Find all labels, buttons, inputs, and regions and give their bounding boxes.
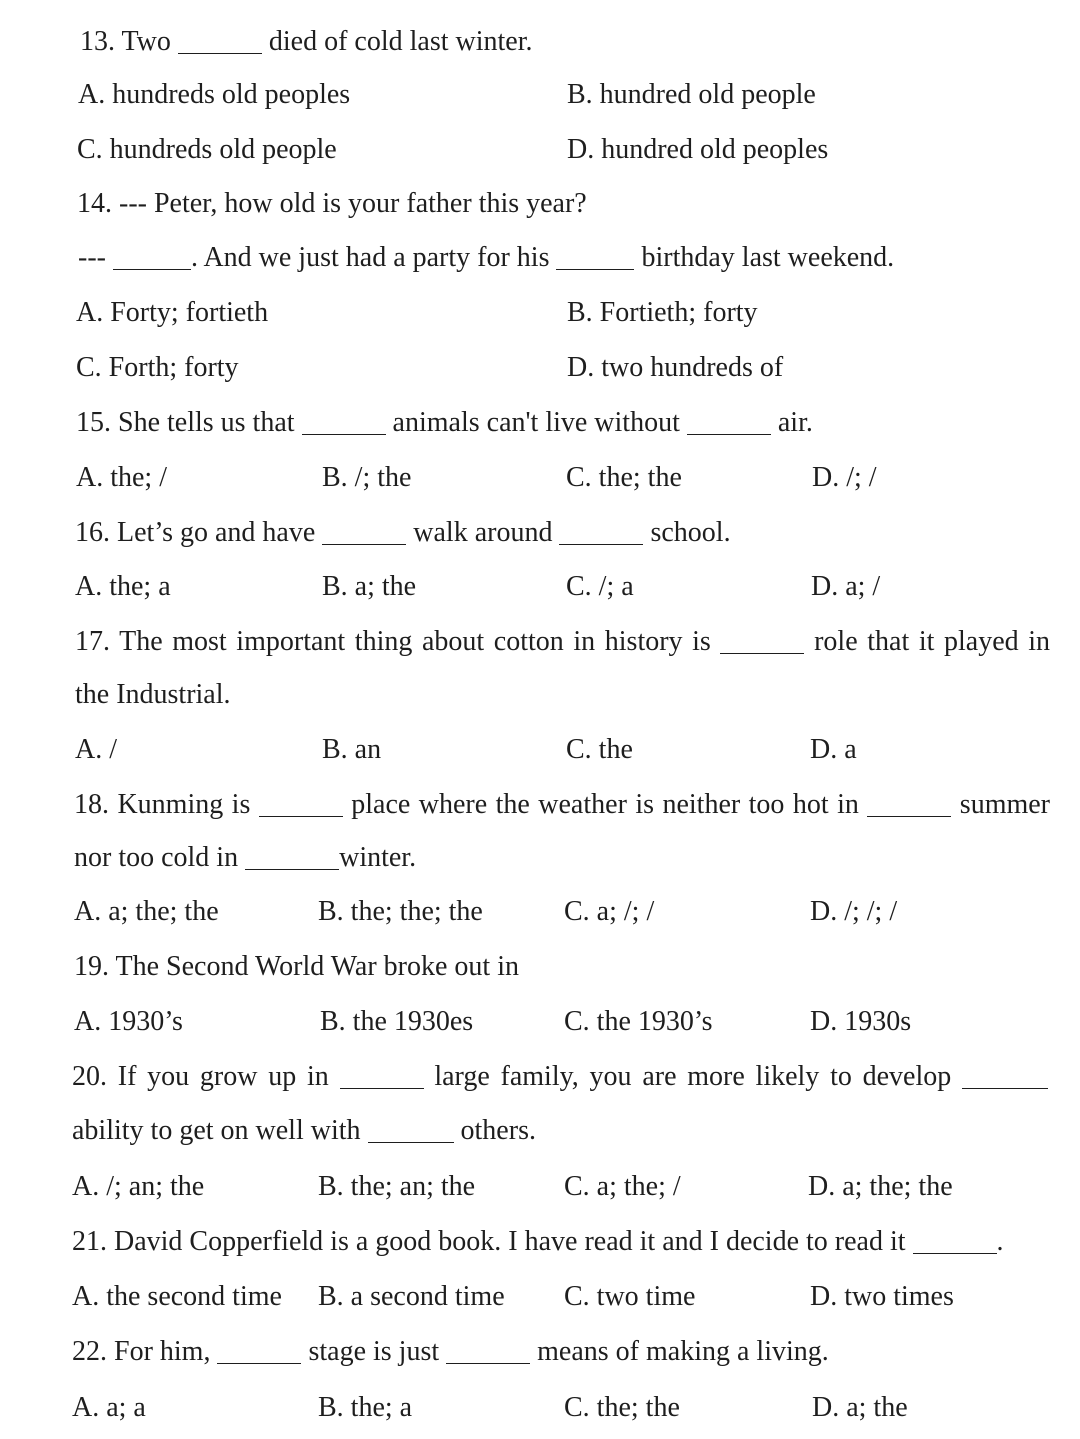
question-20-stem-text: ability to get on well with (72, 1115, 361, 1146)
question-18-stem-line-2 (74, 840, 416, 876)
question-20-options-row (0, 1169, 1080, 1205)
question-22-option-c: C. the; the (564, 1392, 680, 1423)
question-20-option-a: A. /; an; the (72, 1171, 205, 1202)
question-14-option-b: B. Fortieth; forty (567, 297, 758, 328)
question-13-option-d: D. hundred old peoples (567, 134, 829, 165)
question-16-option-a: A. the; a (75, 571, 171, 602)
answer-blank (867, 792, 951, 817)
answer-blank (962, 1064, 1048, 1089)
question-19-stem-line-1 (74, 949, 519, 985)
answer-blank (113, 245, 191, 270)
question-13-stem-line-1 (80, 24, 532, 60)
question-20-option-c: C. a; the; / (564, 1171, 681, 1202)
question-19-options-row (0, 1004, 1080, 1040)
question-14-stem-text: --- (78, 242, 106, 273)
question-22-option-d: D. a; the (812, 1392, 908, 1423)
question-21-stem-text: 21. David Copperfield is a good book. I have read it and I decide to read it (72, 1226, 906, 1257)
question-21-options-row (0, 1279, 1080, 1315)
question-20-option-b: B. the; an; the (318, 1171, 476, 1202)
question-13-options-row-1 (0, 77, 1080, 113)
question-15-option-c: C. the; the (566, 462, 682, 493)
question-22-stem-line-1 (72, 1334, 829, 1370)
question-13-stem-text: 13. Two (80, 26, 171, 57)
answer-blank (687, 410, 771, 435)
question-18-option-d: D. /; /; / (810, 896, 898, 927)
answer-blank (259, 792, 343, 817)
question-18-option-c: C. a; /; / (564, 896, 655, 927)
question-15-option-a: A. the; / (76, 462, 167, 493)
question-18-stem-text: nor too cold in (74, 842, 239, 873)
question-16-options-row (0, 569, 1080, 605)
question-16-stem-text: school. (650, 517, 731, 548)
question-18-stem-text: 18. Kunming is (74, 789, 251, 820)
question-19-option-b: B. the 1930es (320, 1006, 474, 1037)
question-17-option-c: C. the (566, 734, 633, 765)
question-17-option-d: D. a (810, 734, 857, 765)
question-21-option-b: B. a second time (318, 1281, 505, 1312)
question-13-stem-text: died of cold last winter. (268, 26, 533, 57)
question-16-option-d: D. a; / (811, 571, 881, 602)
question-16-option-c: C. /; a (566, 571, 634, 602)
question-13-option-b: B. hundred old people (567, 79, 816, 110)
question-22-stem-text: means of making a living. (537, 1336, 829, 1367)
answer-blank (368, 1118, 454, 1143)
question-17-stem-text: 17. The most important thing about cotton in history is (75, 626, 711, 657)
answer-blank (245, 845, 339, 870)
question-14-option-d: D. two hundreds of (567, 352, 784, 383)
question-15-options-row (0, 460, 1080, 496)
question-21-stem-text: . (996, 1226, 1004, 1257)
answer-blank (178, 29, 262, 54)
question-20-stem-line-2 (72, 1113, 536, 1149)
question-21-option-c: C. two time (564, 1281, 696, 1312)
question-18-option-b: B. the; the; the (318, 896, 483, 927)
answer-blank (340, 1064, 424, 1089)
question-21-stem-line-1 (72, 1224, 1004, 1260)
question-15-stem-text: 15. She tells us that (76, 407, 295, 438)
question-22-stem-text: 22. For him, (72, 1336, 211, 1367)
answer-blank (556, 245, 634, 270)
question-14-option-a: A. Forty; fortieth (76, 297, 269, 328)
question-22-options-row (0, 1390, 1080, 1426)
question-21-option-d: D. two times (810, 1281, 954, 1312)
question-18-stem-text: winter. (339, 842, 417, 873)
question-19-stem-text: 19. The Second World War broke out in (74, 951, 519, 982)
question-16-stem-text: 16. Let’s go and have (75, 517, 316, 548)
question-14-stem-text: 14. --- Peter, how old is your father this year? (77, 188, 587, 219)
question-14-stem-line-1 (77, 186, 587, 222)
question-18-stem-text: summer (959, 789, 1051, 820)
question-17-stem-line-2 (75, 677, 231, 713)
question-17-stem-line-1 (75, 624, 1050, 660)
question-18-option-a: A. a; the; the (74, 896, 219, 927)
question-18-stem-text: place where the weather is neither too hot in (351, 789, 859, 820)
question-22-option-b: B. the; a (318, 1392, 413, 1423)
question-18-stem-line-1 (74, 787, 1050, 823)
question-20-stem-line-1 (72, 1059, 1048, 1095)
question-19-option-a: A. 1930’s (74, 1006, 183, 1037)
question-14-stem-line-2 (78, 240, 894, 276)
answer-blank (446, 1339, 530, 1364)
question-19-option-d: D. 1930s (810, 1006, 912, 1037)
answer-blank (913, 1229, 997, 1254)
answer-blank (217, 1339, 301, 1364)
question-22-stem-text: stage is just (308, 1336, 440, 1367)
question-16-stem-text: walk around (413, 517, 553, 548)
question-17-option-b: B. an (322, 734, 382, 765)
question-20-stem-text: others. (460, 1115, 536, 1146)
question-16-stem-line-1 (75, 515, 731, 551)
answer-blank (720, 629, 804, 654)
answer-blank (302, 410, 386, 435)
question-17-options-row (0, 732, 1080, 768)
question-17-stem-text: role that it played in (814, 626, 1051, 657)
question-15-option-b: B. /; the (322, 462, 412, 493)
question-16-option-b: B. a; the (322, 571, 417, 602)
answer-blank (322, 520, 406, 545)
question-15-stem-text: air. (777, 407, 813, 438)
question-14-stem-text: . And we just had a party for his (190, 242, 550, 273)
question-13-option-c: C. hundreds old people (77, 134, 337, 165)
question-15-stem-line-1 (76, 405, 813, 441)
question-19-option-c: C. the 1930’s (564, 1006, 713, 1037)
answer-blank (559, 520, 643, 545)
question-15-stem-text: animals can't live without (392, 407, 680, 438)
question-13-option-a: A. hundreds old peoples (78, 79, 351, 110)
question-14-option-c: C. Forth; forty (76, 352, 239, 383)
question-17-stem-text: the Industrial. (75, 679, 231, 710)
question-18-options-row (0, 894, 1080, 930)
question-15-option-d: D. /; / (812, 462, 877, 493)
question-20-option-d: D. a; the; the (808, 1171, 953, 1202)
question-21-option-a: A. the second time (72, 1281, 282, 1312)
question-14-options-row-1 (0, 295, 1080, 331)
question-20-stem-text: large family, you are more likely to develop (434, 1061, 952, 1092)
question-14-stem-text: birthday last weekend. (641, 242, 895, 273)
question-20-stem-text: 20. If you grow up in (72, 1061, 329, 1092)
question-22-option-a: A. a; a (72, 1392, 146, 1423)
question-14-options-row-2 (0, 350, 1080, 386)
question-17-option-a: A. / (75, 734, 117, 765)
question-13-options-row-2 (0, 132, 1080, 168)
